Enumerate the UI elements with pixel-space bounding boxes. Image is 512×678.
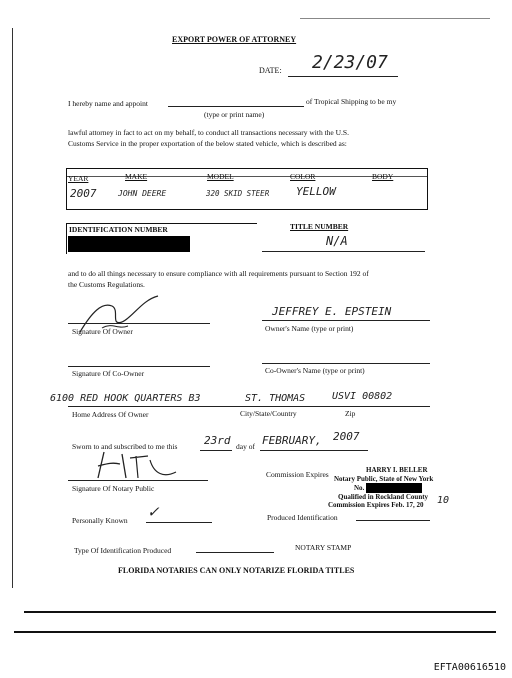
id-number-redaction: [68, 236, 190, 252]
home-address-value[interactable]: 6100 RED HOOK QUARTERS B3: [50, 393, 201, 404]
notary-signature: [92, 448, 182, 484]
notary-stamp-label: NOTARY STAMP: [295, 543, 352, 552]
notary-signature-label: Signature Of Notary Public: [72, 484, 155, 493]
city-value[interactable]: ST. THOMAS: [245, 393, 306, 404]
coowner-name-label: Co-Owner's Name (type or print): [265, 366, 365, 375]
sworn-year-value[interactable]: 2007: [333, 430, 360, 443]
owner-name-line: [262, 320, 430, 321]
date-label: DATE:: [259, 66, 282, 75]
date-value[interactable]: 2/23/07: [312, 52, 388, 73]
state-zip-value[interactable]: USVI 00802: [332, 391, 393, 402]
stamp-name: HARRY I. BELLER: [366, 466, 428, 474]
appoint-suffix: of Tropical Shipping to be my: [306, 97, 397, 106]
vehicle-header-body: BODY: [372, 172, 394, 181]
personally-known-check[interactable]: ✓: [148, 502, 159, 522]
owner-signature-label: Signature Of Owner: [72, 327, 133, 336]
vehicle-header-model: MODEL: [207, 172, 234, 181]
sworn-day-value[interactable]: 23rd: [204, 434, 231, 447]
city-label: City/State/Country: [240, 409, 297, 418]
vehicle-year-value[interactable]: 2007: [70, 187, 97, 200]
lawful-line-2: Customs Service in the proper exportation of the below stated vehicle, which is described as:: [68, 139, 347, 148]
document-id: EFTA00616510: [433, 662, 506, 673]
scan-left-edge: [12, 28, 13, 588]
vehicle-color-value[interactable]: YELLOW: [296, 185, 336, 198]
title-number-line: [262, 251, 425, 252]
vehicle-header-make: MAKE: [125, 172, 148, 181]
date-line: [288, 76, 398, 77]
stamp-number-redaction: [366, 483, 422, 493]
type-id-line: [196, 552, 274, 553]
stamp-line-5: Commission Expires Feb. 17, 20: [328, 501, 424, 509]
coowner-signature-label: Signature Of Co-Owner: [72, 369, 145, 378]
vehicle-header-year: YEAR: [68, 174, 89, 183]
id-number-label: IDENTIFICATION NUMBER: [69, 225, 168, 234]
personally-known-label: Personally Known: [72, 516, 128, 525]
sworn-day-line: [200, 450, 232, 451]
produced-id-line: [356, 520, 430, 521]
lawful-line-1: lawful attorney in fact to act on my behalf, to conduct all transactions necessary with the U.S.: [68, 128, 349, 137]
form-title: EXPORT POWER OF ATTORNEY: [172, 35, 297, 44]
stamp-line-3: No.: [354, 484, 365, 492]
coowner-signature-line: [68, 366, 210, 367]
coowner-name-line: [262, 363, 430, 364]
sworn-prefix: Sworn to and subscribed to me this: [72, 442, 178, 451]
compliance-line-2: the Customs Regulations.: [68, 280, 145, 289]
home-address-label: Home Address Of Owner: [72, 410, 149, 419]
florida-notice: FLORIDA NOTARIES CAN ONLY NOTARIZE FLORIDA TITLES: [118, 566, 355, 575]
notary-signature-line: [68, 480, 208, 481]
personally-known-line: [146, 522, 212, 523]
title-number-value[interactable]: N/A: [326, 234, 348, 248]
title-number-label: TITLE NUMBER: [290, 222, 349, 231]
stamp-line-4: Qualified in Rockland County: [338, 493, 429, 501]
zip-label: Zip: [345, 409, 356, 418]
sworn-month-line: [260, 450, 368, 451]
produced-id-label: Produced Identification: [267, 513, 338, 522]
owner-signature-line: [68, 323, 210, 324]
sworn-month-value[interactable]: FEBRUARY,: [262, 434, 322, 447]
type-id-label: Type Of Identification Produced: [74, 546, 172, 555]
vehicle-model-value[interactable]: 320 SKID STEER: [206, 189, 270, 198]
owner-name-value[interactable]: JEFFREY E. EPSTEIN: [272, 305, 392, 318]
owner-name-label: Owner's Name (type or print): [265, 324, 354, 333]
scan-top-edge: [300, 18, 490, 19]
appoint-text: I hereby name and appoint: [68, 99, 148, 108]
commission-expires-label: Commission Expires: [266, 470, 329, 479]
vehicle-header-color: COLOR: [290, 172, 316, 181]
compliance-line-1: and to do all things necessary to ensure compliance with all requirements pursuant to Section 192 of: [68, 269, 369, 278]
bottom-rule-2: [14, 631, 496, 633]
appoint-hint: (type or print name): [204, 110, 265, 119]
bottom-rule-1: [24, 611, 496, 613]
appoint-line: [168, 106, 304, 107]
sworn-day-of: day of: [236, 442, 255, 451]
address-line: [68, 406, 430, 407]
vehicle-make-value[interactable]: JOHN DEERE: [118, 189, 167, 198]
stamp-line-2: Notary Public, State of New York: [334, 475, 434, 483]
stamp-year-hand: 10: [437, 495, 450, 506]
